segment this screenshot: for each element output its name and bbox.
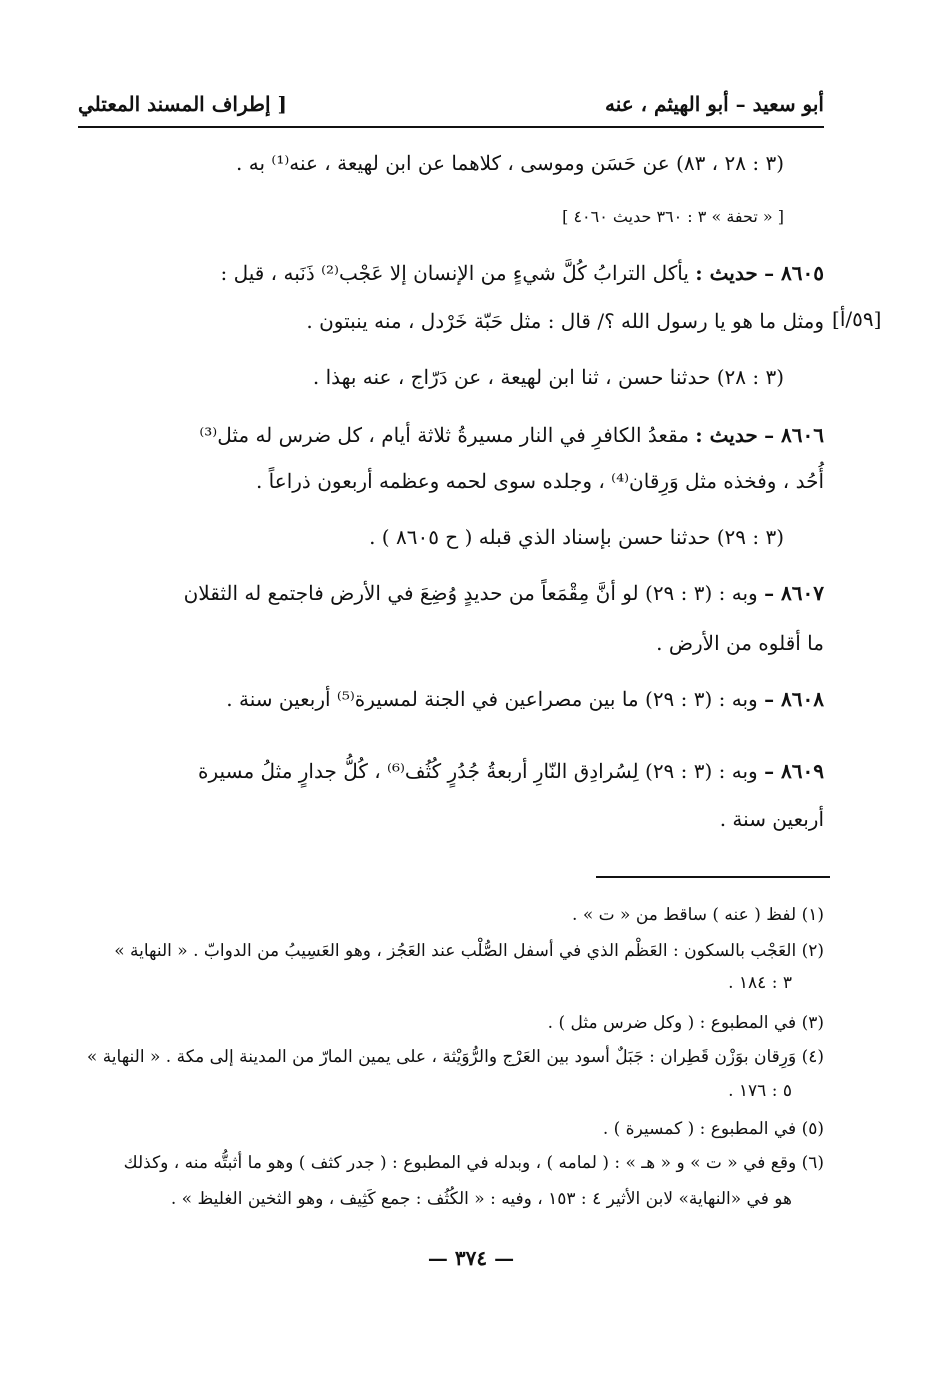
hadith-8609-line-1 bbox=[198, 756, 824, 786]
hadith-number: ٨٦٠٨ – bbox=[764, 687, 824, 711]
page-number: — ٣٧٤ — bbox=[427, 1246, 515, 1270]
hadith-text: يأكل الترابُ كُلَّ شيءٍ من الإنسان إلا عَجْب⁽²⁾ ذَنَبه ، قيل : bbox=[220, 261, 689, 285]
hadith-text: وبه : (٣ : ٢٩) لو أنَّ مِقْمَعاً من حديدٍ وُضِعَ في الأرض فاجتمع له الثقلان bbox=[183, 581, 758, 605]
hadith-8605-line-1 bbox=[220, 258, 824, 288]
hadith-number: ٨٦٠٦ – bbox=[764, 423, 824, 447]
hadith-8605-source: (٣ : ٢٨) حدثنا حسن ، ثنا ابن لهيعة ، عن دَرّاج ، عنه بهذا . bbox=[312, 365, 784, 389]
manuscript-folio-marker: [٥٩/أ] bbox=[832, 307, 882, 331]
hadith-8606-source: (٣ : ٢٩) حدثنا حسن بإسناد الذي قبله ( ح ٨٦٠٥ ) . bbox=[369, 525, 784, 549]
hadith-number: ٨٦٠٥ – bbox=[764, 261, 824, 285]
hadith-keyword: حديث : bbox=[695, 423, 758, 447]
hadith-number: ٨٦٠٩ – bbox=[764, 759, 824, 783]
hadith-8607-line-1 bbox=[184, 578, 824, 608]
hadith-8605-line-2: ومثل ما هو يا رسول الله ؟/ قال : مثل حَبّة خَرْدل ، منه ينبتون . bbox=[306, 309, 824, 333]
hadith-8609-line-2: أربعين سنة . bbox=[719, 807, 824, 831]
footnote-separator bbox=[596, 876, 830, 878]
hadith-keyword: حديث : bbox=[695, 261, 758, 285]
hadith-text: وبه : (٣ : ٢٩) ما بين مصراعين في الجنة لمسيرة⁽⁵⁾ أربعين سنة . bbox=[226, 687, 758, 711]
hadith-8608-line-1 bbox=[226, 684, 824, 714]
footnote-3: (٣) في المطبوع : ( وكل ضرس مثل ) . bbox=[547, 1013, 824, 1033]
footnote-5: (٥) في المطبوع : ( كمسيرة ) . bbox=[602, 1119, 824, 1139]
hadith-8606-line-1 bbox=[199, 420, 824, 450]
hadith-8607-line-2: ما أقلوه من الأرض . bbox=[656, 631, 824, 655]
header-book-title: [ إطراف المسند المعتلي bbox=[78, 92, 287, 116]
header-chapter-title: أبو سعيد – أبو الهيثم ، عنه bbox=[604, 92, 824, 116]
hadith-8606-line-2: أُحُد ، وفخذه مثل وَرِقان⁽⁴⁾ ، وجلده سوى لحمه وعظمه أربعون ذراعاً . bbox=[255, 469, 824, 493]
footnote-2: (٢) العَجْب بالسكون : العَظْم الذي في أسفل الصُّلْب عند العَجُز ، وهو العَسِيبُ من الدوابّ . « النهاية » bbox=[114, 941, 824, 961]
footnote-4-continued: ٥ : ١٧٦ . bbox=[728, 1081, 792, 1101]
running-header bbox=[78, 92, 824, 128]
source-line-1: (٣ : ٢٨ ، ٨٣) عن حَسَن وموسى ، كلاهما عن ابن لهيعة ، عنه⁽¹⁾ به . bbox=[236, 151, 784, 175]
footnote-1: (١) لفظ ( عنه ) ساقط من « ت » . bbox=[572, 905, 824, 925]
footnote-6-continued: هو في «النهاية» لابن الأثير ٤ : ١٥٣ ، وفيه : « الكُثُف : جمع كَثِيف ، وهو الثخين الغليظ » . bbox=[170, 1189, 792, 1209]
hadith-number: ٨٦٠٧ – bbox=[764, 581, 824, 605]
hadith-text: وبه : (٣ : ٢٩) لِسُرادِق النّارِ أربعةُ جُدُرٍ كُثُف⁽⁶⁾ ، كُلُّ جدارٍ مثلُ مسيرة bbox=[198, 759, 758, 783]
tuhfa-reference: [ « تحفة » ٣ : ٣٦٠ حديث ٤٠٦٠ ] bbox=[562, 207, 784, 226]
footnote-2-continued: ٣ : ١٨٤ . bbox=[728, 973, 792, 993]
footnote-6: (٦) وقع في « ت » و « هـ » : ( لمامه ) ، وبدله في المطبوع : ( جدر كثف ) وهو ما أثبتُّه منه ، وكذلك bbox=[123, 1153, 824, 1173]
hadith-text: مقعدُ الكافرِ في النار مسيرةُ ثلاثة أيام ، كل ضرس له مثل⁽³⁾ bbox=[199, 423, 689, 447]
footnote-4: (٤) وَرِقان بوَزْن قَطِران : جَبَلٌ أسود بين العَرْج والرُّوَيْثة ، على يمين المارّ من المدينة إلى مكة . « النهاية » bbox=[86, 1047, 824, 1067]
